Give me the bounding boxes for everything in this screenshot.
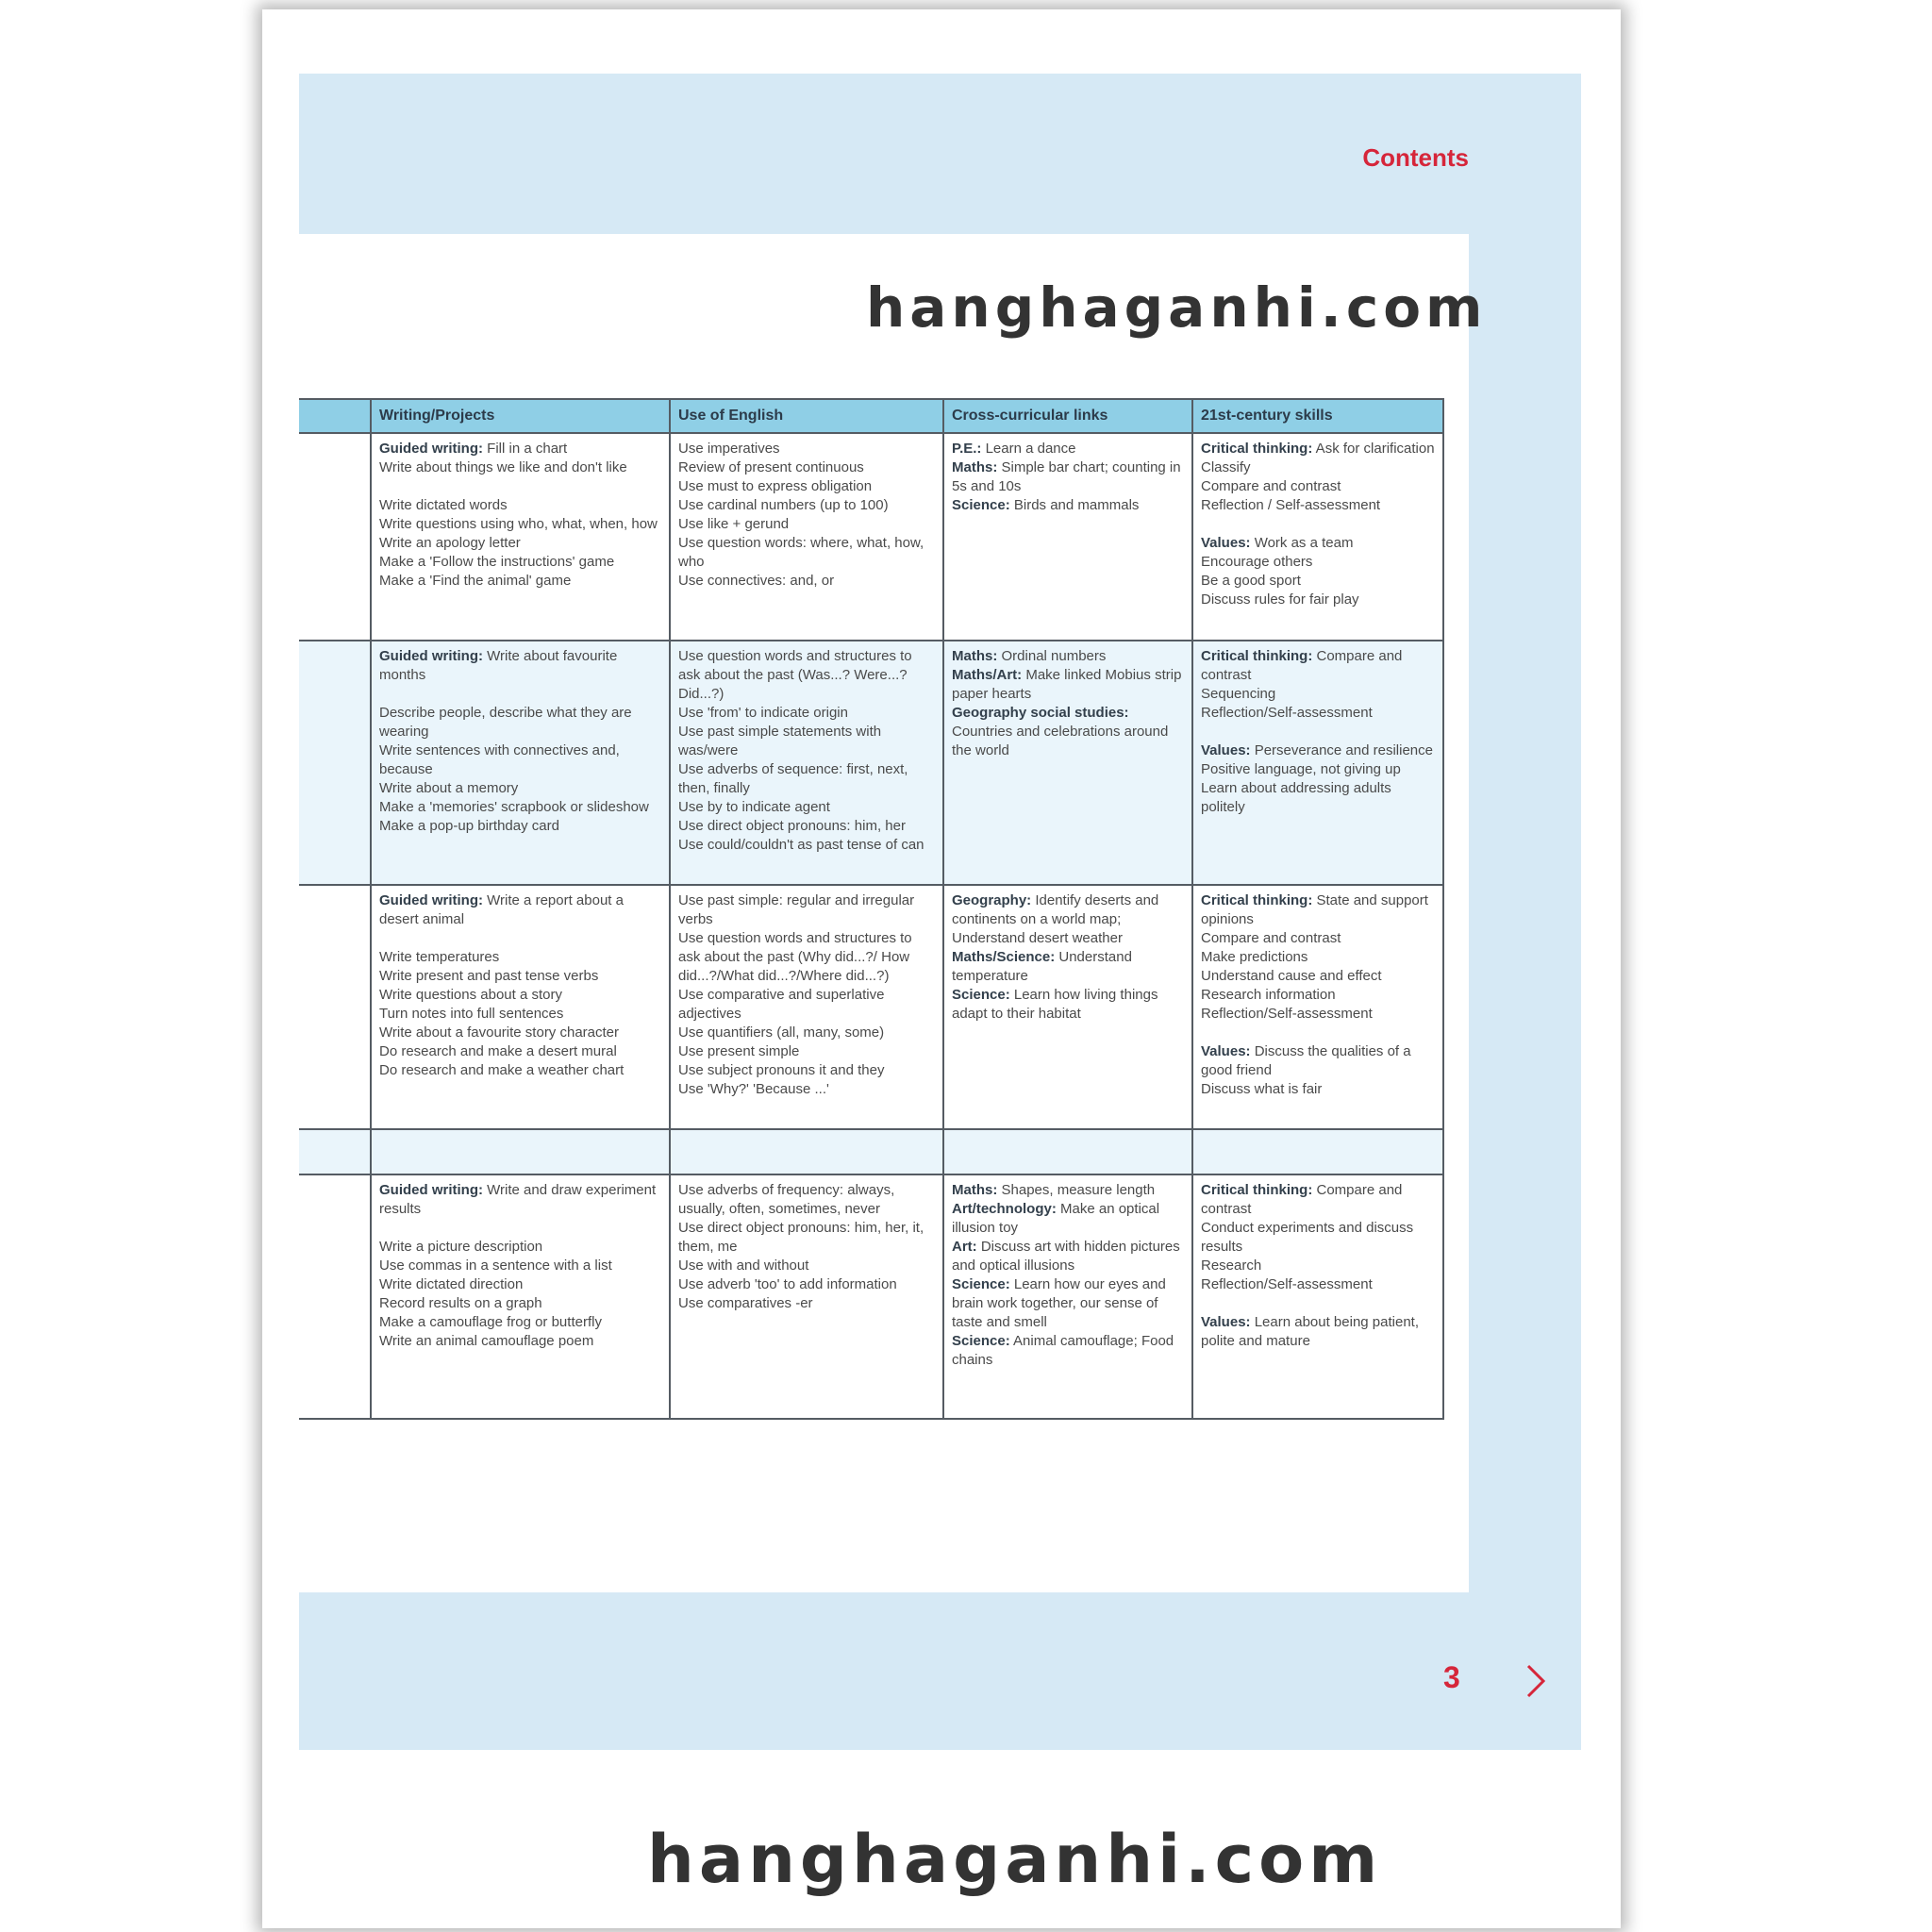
cell-line-label: Maths/Science: xyxy=(952,949,1056,965)
cell-line-text: Learn a dance xyxy=(981,441,1076,457)
cell-line-label: Geography social studies: xyxy=(952,705,1129,721)
cell-line xyxy=(678,1275,935,1294)
cell-line-text: Use quantifiers (all, many, some) xyxy=(678,1024,885,1041)
cell-line xyxy=(379,440,661,458)
cell-line xyxy=(379,572,661,591)
row-cut-cell xyxy=(299,1174,371,1419)
cell-line-label: Critical thinking: xyxy=(1201,1182,1313,1198)
cell-line-text: Use 'from' to indicate origin xyxy=(678,705,848,721)
header-cross: Cross-curricular links xyxy=(943,399,1192,433)
cell-line xyxy=(379,1238,661,1257)
cell-line-label: Science: xyxy=(952,1276,1010,1292)
cell-line-text: Identify deserts and continents on a world map; Understand desert weather xyxy=(952,892,1159,946)
cell-line xyxy=(678,515,935,534)
cell-line-text: Write about a favourite story character xyxy=(379,1024,620,1041)
cell-line-text: Research xyxy=(1201,1257,1262,1274)
cell-line-text: Use direct object pronouns: him, her xyxy=(678,818,906,834)
cell-line xyxy=(678,817,935,836)
cell-line-label: Critical thinking: xyxy=(1201,892,1313,908)
cell-line-text: Compare and contrast xyxy=(1201,930,1341,946)
line-gap xyxy=(1201,1294,1435,1313)
watermark-top: hanghaganhi.com xyxy=(866,275,1488,340)
cell-line-label: Maths: xyxy=(952,459,998,475)
cell-line xyxy=(379,948,661,967)
writing-cell xyxy=(371,885,670,1129)
cell-line-text: Use adverbs of sequence: first, next, then, finally xyxy=(678,761,908,796)
cell-line-text: Write questions about a story xyxy=(379,987,562,1003)
cell-line xyxy=(379,817,661,836)
line-gap xyxy=(1201,1024,1435,1042)
cell-line-label: Values: xyxy=(1201,535,1251,551)
cell-line xyxy=(678,1042,935,1061)
cell-line xyxy=(379,1061,661,1080)
cell-line-label: Maths/Art: xyxy=(952,667,1023,683)
cell-line xyxy=(952,1332,1184,1370)
line-gap xyxy=(379,477,661,496)
cell-line xyxy=(678,986,935,1024)
cell-line xyxy=(678,1061,935,1080)
cell-line xyxy=(952,458,1184,496)
cell-line xyxy=(678,1219,935,1257)
cell-line xyxy=(952,647,1184,666)
cell-line-text: Birds and mammals xyxy=(1009,497,1140,513)
cell-line-text: Do research and make a desert mural xyxy=(379,1043,617,1059)
cell-line xyxy=(1201,1313,1435,1351)
line-gap xyxy=(379,1219,661,1238)
contents-table xyxy=(299,398,1444,1420)
cell-line-text: Use connectives: and, or xyxy=(678,573,835,589)
cell-line xyxy=(952,666,1184,704)
header-writing: Writing/Projects xyxy=(371,399,670,433)
header-skills: 21st-century skills xyxy=(1192,399,1443,433)
cell-line xyxy=(678,647,935,704)
english-cell xyxy=(670,1174,943,1419)
cell-line xyxy=(952,1181,1184,1200)
header-english: Use of English xyxy=(670,399,943,433)
cell-line-text: Use 'Why?' 'Because ...' xyxy=(678,1081,829,1097)
cell-line-label: Critical thinking: xyxy=(1201,441,1313,457)
cell-line-text: Make a 'memories' scrapbook or slideshow xyxy=(379,799,649,815)
cell-line-text: Use past simple statements with was/were xyxy=(678,724,882,758)
cell-line-label: Science: xyxy=(952,987,1010,1003)
cell-line xyxy=(1201,1042,1435,1080)
cell-line-text: Use imperatives xyxy=(678,441,780,457)
cell-line-text: Write about favourite months xyxy=(379,648,618,683)
cell-line-text: Classify xyxy=(1201,459,1251,475)
cell-line xyxy=(678,891,935,929)
cell-line-label: Art/technology: xyxy=(952,1201,1057,1217)
cell-line-text: Write about a memory xyxy=(379,780,519,796)
cell-line-text: Use question words and structures to ask about the past (Was...? Were...? Did...?) xyxy=(678,648,912,702)
cell-line xyxy=(952,1275,1184,1332)
cell-line xyxy=(1201,496,1435,515)
cell-line xyxy=(1201,1181,1435,1219)
cell-line-text: Use cardinal numbers (up to 100) xyxy=(678,497,889,513)
cell-line-label: Maths: xyxy=(952,648,998,664)
cell-line-text: Simple bar chart; counting in 5s and 10s xyxy=(952,459,1181,494)
cell-line-text: Be a good sport xyxy=(1201,573,1301,589)
cell-line xyxy=(1201,1275,1435,1294)
cell-line-text: Write temperatures xyxy=(379,949,500,965)
cell-line-label: Guided writing: xyxy=(379,892,483,908)
empty-cell xyxy=(943,1129,1192,1174)
cell-line-text: Use comparative and superlative adjectives xyxy=(678,987,885,1022)
cell-line xyxy=(379,967,661,986)
cell-line xyxy=(1201,891,1435,929)
cell-line-text: Ask for clarification xyxy=(1312,441,1435,457)
skills-cell xyxy=(1192,433,1443,641)
cell-line xyxy=(678,458,935,477)
cell-line xyxy=(379,534,661,553)
cell-line xyxy=(1201,458,1435,477)
page-title: Contents xyxy=(1362,143,1469,172)
watermark-bottom: hanghaganhi.com xyxy=(647,1821,1383,1898)
skills-cell xyxy=(1192,641,1443,885)
cell-line xyxy=(952,1238,1184,1275)
cell-line-text: Shapes, measure length xyxy=(997,1182,1156,1198)
cross-cell xyxy=(943,1174,1192,1419)
cell-line xyxy=(678,723,935,760)
empty-cell xyxy=(299,1129,371,1174)
cell-line xyxy=(1201,741,1435,760)
skills-cell xyxy=(1192,885,1443,1129)
row-cut-cell xyxy=(299,641,371,885)
line-gap xyxy=(379,685,661,704)
cell-line xyxy=(379,647,661,685)
cell-line xyxy=(379,1024,661,1042)
cell-line xyxy=(379,458,661,477)
cell-line xyxy=(678,798,935,817)
writing-cell xyxy=(371,641,670,885)
table-row-empty xyxy=(299,1129,1443,1174)
cell-line xyxy=(952,704,1184,760)
cell-line-text: Write a report about a desert animal xyxy=(379,892,624,927)
cell-line-text: Reflection / Self-assessment xyxy=(1201,497,1381,513)
cell-line-text: Use commas in a sentence with a list xyxy=(379,1257,612,1274)
cell-line xyxy=(379,1275,661,1294)
cell-line xyxy=(379,704,661,741)
cell-line-text: Write an apology letter xyxy=(379,535,521,551)
cell-line xyxy=(678,1181,935,1219)
cell-line-text: Write dictated direction xyxy=(379,1276,524,1292)
table-row xyxy=(299,1174,1443,1419)
cell-line-text: Sequencing xyxy=(1201,686,1276,702)
cell-line-text: Write about things we like and don't like xyxy=(379,459,627,475)
cell-line-text: Make a camouflage frog or butterfly xyxy=(379,1314,602,1330)
cell-line xyxy=(1201,948,1435,967)
cell-line-label: Values: xyxy=(1201,1043,1251,1059)
cell-line-text: Learn about being patient, polite and mature xyxy=(1201,1314,1420,1349)
cell-line xyxy=(1201,1005,1435,1024)
cell-line-text: Work as a team xyxy=(1250,535,1354,551)
cell-line xyxy=(678,836,935,855)
cell-line-label: Art: xyxy=(952,1239,977,1255)
cell-line xyxy=(678,440,935,458)
page-number: 3 xyxy=(1443,1660,1460,1694)
cell-line-text: Use could/couldn't as past tense of can xyxy=(678,837,924,853)
cell-line-text: Reflection/Self-assessment xyxy=(1201,1006,1373,1022)
cell-line-label: Science: xyxy=(952,497,1010,513)
row-cut-cell xyxy=(299,885,371,1129)
cell-line xyxy=(379,1313,661,1332)
cell-line-label: Maths: xyxy=(952,1182,998,1198)
cell-line-label: Values: xyxy=(1201,1314,1251,1330)
cell-line xyxy=(1201,591,1435,609)
english-cell xyxy=(670,641,943,885)
cell-line-text: Countries and celebrations around the world xyxy=(952,724,1169,758)
cell-line-text: Conduct experiments and discuss results xyxy=(1201,1220,1414,1255)
cross-cell xyxy=(943,885,1192,1129)
cell-line xyxy=(952,891,1184,948)
cell-line-text: Understand temperature xyxy=(952,949,1132,984)
cell-line-text: Record results on a graph xyxy=(379,1295,542,1311)
cell-line-text: State and support opinions xyxy=(1201,892,1428,927)
cell-line-text: Discuss rules for fair play xyxy=(1201,591,1359,608)
table-header-row xyxy=(299,399,1443,433)
cell-line-text: Discuss the qualities of a good friend xyxy=(1201,1043,1411,1078)
cell-line xyxy=(1201,1257,1435,1275)
cell-line xyxy=(678,534,935,572)
cell-line-text: Perseverance and resilience xyxy=(1250,742,1433,758)
cell-line xyxy=(952,1200,1184,1238)
cell-line-text: Fill in a chart xyxy=(483,441,568,457)
cell-line-text: Turn notes into full sentences xyxy=(379,1006,564,1022)
cell-line xyxy=(678,496,935,515)
cell-line xyxy=(379,1042,661,1061)
cell-line xyxy=(379,741,661,779)
cell-line xyxy=(379,1294,661,1313)
cell-line-text: Use past simple: regular and irregular verbs xyxy=(678,892,915,927)
cell-line xyxy=(1201,572,1435,591)
cell-line xyxy=(379,515,661,534)
cell-line-text: Use by to indicate agent xyxy=(678,799,830,815)
cell-line-text: Use with and without xyxy=(678,1257,809,1274)
cell-line-text: Compare and contrast xyxy=(1201,1182,1403,1217)
cell-line xyxy=(1201,1080,1435,1099)
cell-line-text: Use comparatives -er xyxy=(678,1295,813,1311)
cell-line-text: Discuss art with hidden pictures and optical illusions xyxy=(952,1239,1180,1274)
cell-line-label: Geography: xyxy=(952,892,1032,908)
cell-line-text: Write a picture description xyxy=(379,1239,543,1255)
cell-line xyxy=(678,572,935,591)
cell-line xyxy=(1201,929,1435,948)
cell-line-text: Write questions using who, what, when, how xyxy=(379,516,658,532)
cell-line-text: Discuss what is fair xyxy=(1201,1081,1323,1097)
cell-line-label: Critical thinking: xyxy=(1201,648,1313,664)
cell-line-text: Describe people, describe what they are wearing xyxy=(379,705,632,740)
cell-line-text: Ordinal numbers xyxy=(997,648,1107,664)
cell-line xyxy=(1201,553,1435,572)
cell-line xyxy=(379,986,661,1005)
cell-line-text: Animal camouflage; Food chains xyxy=(952,1333,1174,1368)
cell-line-label: Guided writing: xyxy=(379,441,483,457)
cell-line-label: Values: xyxy=(1201,742,1251,758)
cell-line-text: Do research and make a weather chart xyxy=(379,1062,625,1078)
cell-line xyxy=(379,553,661,572)
cell-line-text: Make a pop-up birthday card xyxy=(379,818,559,834)
cell-line-text: Use like + gerund xyxy=(678,516,790,532)
cell-line-text: Use question words: where, what, how, who xyxy=(678,535,924,570)
row-cut-cell xyxy=(299,433,371,641)
cell-line-text: Write and draw experiment results xyxy=(379,1182,657,1217)
english-cell xyxy=(670,433,943,641)
cell-line xyxy=(379,798,661,817)
cell-line xyxy=(678,1294,935,1313)
cell-line xyxy=(379,496,661,515)
writing-cell xyxy=(371,433,670,641)
cell-line xyxy=(678,929,935,986)
skills-cell xyxy=(1192,1174,1443,1419)
cell-line-text: Use adverb 'too' to add information xyxy=(678,1276,897,1292)
cell-line xyxy=(379,1005,661,1024)
cell-line-text: Encourage others xyxy=(1201,554,1313,570)
cell-line-text: Learn how living things adapt to their habitat xyxy=(952,987,1158,1022)
cell-line xyxy=(678,477,935,496)
cell-line-label: P.E.: xyxy=(952,441,982,457)
cell-line xyxy=(1201,1219,1435,1257)
cell-line xyxy=(379,1332,661,1351)
cross-cell xyxy=(943,641,1192,885)
cell-line-text: Write dictated words xyxy=(379,497,508,513)
line-gap xyxy=(379,929,661,948)
cell-line xyxy=(1201,704,1435,723)
cell-line xyxy=(379,779,661,798)
cell-line xyxy=(1201,647,1435,685)
cell-line-text: Use question words and structures to ask about the past (Why did...?/ How did...?/What did...?/Where did...?) xyxy=(678,930,912,984)
cell-line-text: Write sentences with connectives and, because xyxy=(379,742,620,777)
cell-line xyxy=(952,948,1184,986)
english-cell xyxy=(670,885,943,1129)
cell-line-text: Research information xyxy=(1201,987,1336,1003)
cell-line-text: Reflection/Self-assessment xyxy=(1201,705,1373,721)
cell-line-text: Make linked Mobius strip paper hearts xyxy=(952,667,1182,702)
cell-line xyxy=(952,986,1184,1024)
cell-line-text: Compare and contrast xyxy=(1201,648,1403,683)
line-gap xyxy=(1201,723,1435,741)
cell-line-text: Use direct object pronouns: him, her, it, them, me xyxy=(678,1220,924,1255)
cell-line-text: Use must to express obligation xyxy=(678,478,873,494)
empty-cell xyxy=(1192,1129,1443,1174)
header-cell-cut xyxy=(299,399,371,433)
cell-line-text: Make a 'Follow the instructions' game xyxy=(379,554,615,570)
cell-line xyxy=(1201,760,1435,817)
cell-line-text: Positive language, not giving up Learn about addressing adults politely xyxy=(1201,761,1401,815)
cross-cell xyxy=(943,433,1192,641)
chevron-right-icon[interactable] xyxy=(1521,1662,1549,1700)
cell-line-label: Guided writing: xyxy=(379,1182,483,1198)
cell-line xyxy=(952,440,1184,458)
cell-line-text: Use adverbs of frequency: always, usually, often, sometimes, never xyxy=(678,1182,895,1217)
cell-line xyxy=(1201,967,1435,986)
cell-line xyxy=(1201,477,1435,496)
cell-line-text: Understand cause and effect xyxy=(1201,968,1382,984)
cell-line-text: Make predictions xyxy=(1201,949,1308,965)
empty-cell xyxy=(371,1129,670,1174)
cell-line-text: Write present and past tense verbs xyxy=(379,968,599,984)
cell-line-label: Guided writing: xyxy=(379,648,483,664)
cell-line xyxy=(678,760,935,798)
cell-line-text: Compare and contrast xyxy=(1201,478,1341,494)
table-row xyxy=(299,641,1443,885)
cell-line xyxy=(678,1080,935,1099)
cell-line xyxy=(952,496,1184,515)
cell-line xyxy=(678,1257,935,1275)
cell-line xyxy=(379,1181,661,1219)
cell-line-text: Reflection/Self-assessment xyxy=(1201,1276,1373,1292)
empty-cell xyxy=(670,1129,943,1174)
cell-line xyxy=(1201,986,1435,1005)
writing-cell xyxy=(371,1174,670,1419)
line-gap xyxy=(1201,515,1435,534)
cell-line xyxy=(1201,685,1435,704)
table-row xyxy=(299,433,1443,641)
cell-line xyxy=(379,891,661,929)
cell-line-label: Science: xyxy=(952,1333,1010,1349)
cell-line-text: Learn how our eyes and brain work together, our sense of taste and smell xyxy=(952,1276,1166,1330)
cell-line xyxy=(1201,534,1435,553)
cell-line-text: Make a 'Find the animal' game xyxy=(379,573,572,589)
cell-line-text: Review of present continuous xyxy=(678,459,864,475)
cell-line xyxy=(678,704,935,723)
cell-line xyxy=(379,1257,661,1275)
cell-line-text: Write an animal camouflage poem xyxy=(379,1333,594,1349)
cell-line-text: Use present simple xyxy=(678,1043,800,1059)
cell-line xyxy=(1201,440,1435,458)
cell-line xyxy=(678,1024,935,1042)
cell-line-text: Use subject pronouns it and they xyxy=(678,1062,885,1078)
cell-line-text: Make an optical illusion toy xyxy=(952,1201,1160,1236)
table-row xyxy=(299,885,1443,1129)
